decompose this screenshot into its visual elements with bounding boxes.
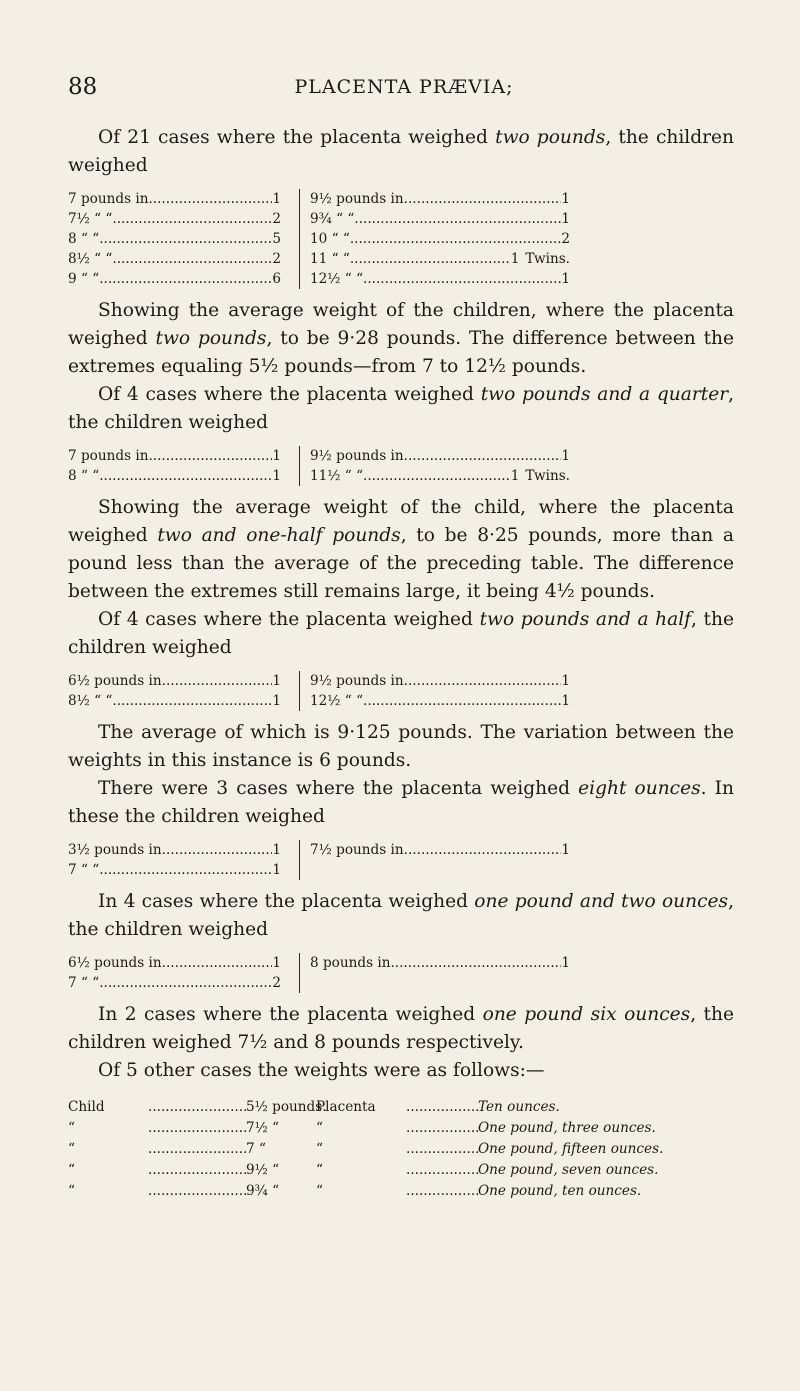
dot-leader — [148, 1097, 246, 1118]
page-body — [68, 124, 734, 1202]
dot-leader — [363, 269, 561, 289]
dot-leader — [162, 953, 273, 973]
dot-leader — [350, 229, 562, 249]
case-count: 1 — [510, 251, 520, 267]
table-row — [310, 189, 570, 209]
dot-leader — [112, 209, 272, 229]
dot-leader — [354, 209, 561, 229]
table-row — [68, 840, 281, 860]
dot-leader — [99, 229, 272, 249]
table-row — [310, 953, 570, 973]
case-count: 1 — [272, 448, 281, 464]
table-row — [68, 249, 281, 269]
case-count: 1 — [272, 673, 281, 689]
weight-label: 9½ pounds in — [310, 448, 404, 464]
table-column — [299, 189, 570, 289]
weight-label: 9½ pounds in — [310, 673, 404, 689]
weight-label: 7 “ “ — [68, 975, 100, 991]
case-count: 1 — [272, 842, 281, 858]
child-label: “ — [68, 1120, 75, 1136]
case-count: 1 — [561, 673, 570, 689]
paragraph: In 2 cases where the placenta weighed one pound six ounces, the children weighed 7½ and 8 pounds respectively. — [68, 1004, 734, 1053]
weight-label: 6½ pounds in — [68, 673, 162, 689]
dot-leader — [148, 189, 272, 209]
weight-label: 11½ “ “ — [310, 468, 364, 484]
table-column — [299, 953, 570, 993]
weights-table-2 — [68, 446, 734, 486]
table-column — [68, 840, 299, 880]
case-count: 2 — [272, 211, 281, 227]
child-weight: 7½ “ — [246, 1120, 280, 1136]
case-count: 1 — [561, 271, 570, 287]
dot-leader — [162, 840, 273, 860]
child-label: “ — [68, 1183, 75, 1199]
table-column — [68, 446, 299, 486]
weight-label: 7 pounds in — [68, 448, 149, 464]
child-label: “ — [68, 1162, 75, 1178]
table-row — [310, 691, 570, 711]
table-row — [68, 1139, 734, 1160]
table-row — [68, 860, 281, 880]
case-count: 1 — [510, 468, 520, 484]
weight-label: 7½ pounds in — [310, 842, 404, 858]
child-label: Child — [68, 1099, 105, 1115]
twins-note: Twins. — [525, 468, 570, 484]
placenta-label: “ — [316, 1162, 323, 1178]
weight-label: 12½ “ “ — [310, 271, 364, 287]
dot-leader — [99, 973, 272, 993]
table-row — [68, 269, 281, 289]
dot-leader — [406, 1097, 478, 1118]
dot-leader — [363, 691, 561, 711]
paragraph: Of 5 other cases the weights were as follows:— — [98, 1060, 545, 1081]
weights-table-4 — [68, 840, 734, 880]
case-count: 2 — [561, 231, 570, 247]
table-row — [310, 671, 570, 691]
table-column — [68, 953, 299, 993]
weight-label: 10 “ “ — [310, 231, 350, 247]
case-count: 1 — [561, 693, 570, 709]
placenta-weight: One pound, seven ounces. — [478, 1162, 659, 1178]
running-title: PLACENTA PRÆVIA; — [294, 76, 514, 98]
page-number: 88 — [68, 74, 98, 100]
case-count: 1 — [272, 468, 281, 484]
table-row — [68, 1160, 734, 1181]
dot-leader — [406, 1139, 478, 1160]
paragraph: Showing the average weight of the children, where the placenta weighed two pounds, to be 9·28 pounds. The difference between the extremes equaling 5½ pounds—from 7 to 12½ pounds. — [68, 300, 735, 377]
other-cases-table — [68, 1097, 734, 1202]
placenta-weight: One pound, fifteen ounces. — [478, 1141, 664, 1157]
weight-label: 8 “ “ — [68, 231, 100, 247]
dot-leader — [99, 269, 272, 289]
table-row — [310, 840, 570, 860]
dot-leader — [363, 466, 511, 486]
paragraph: Of 4 cases where the placenta weighed two pounds and a quarter, the children weighed — [68, 384, 735, 433]
table-row — [310, 269, 570, 289]
child-weight: 9½ “ — [246, 1162, 280, 1178]
table-column — [299, 446, 570, 486]
table-row — [310, 229, 570, 249]
page-header — [68, 74, 740, 104]
dot-leader — [148, 1160, 246, 1181]
weight-label: 11 “ “ — [310, 251, 350, 267]
weight-label: 6½ pounds in — [68, 955, 162, 971]
weight-label: 12½ “ “ — [310, 693, 364, 709]
dot-leader — [406, 1118, 478, 1139]
child-label: “ — [68, 1141, 75, 1157]
dot-leader — [112, 691, 272, 711]
table-row — [310, 209, 570, 229]
paragraph: In 4 cases where the placenta weighed one pound and two ounces, the children weighed — [68, 891, 734, 940]
case-count: 1 — [561, 191, 570, 207]
dot-leader — [404, 671, 562, 691]
table-row — [310, 466, 570, 486]
case-count: 1 — [561, 448, 570, 464]
paragraph: There were 3 cases where the placenta weighed eight ounces. In these the children weighed — [68, 778, 734, 827]
dot-leader — [148, 446, 272, 466]
table-column — [299, 671, 570, 711]
weight-label: 7 pounds in — [68, 191, 149, 207]
weight-label: 7 “ “ — [68, 862, 100, 878]
dot-leader — [112, 249, 272, 269]
dot-leader — [404, 189, 562, 209]
weights-table-3 — [68, 671, 734, 711]
table-row — [310, 446, 570, 466]
paragraph: The average of which is 9·125 pounds. The variation between the weights in this instance is 6 pounds. — [68, 722, 734, 771]
table-row — [68, 973, 281, 993]
weight-label: 8½ “ “ — [68, 251, 113, 267]
weight-label: 9 “ “ — [68, 271, 100, 287]
table-row — [68, 1181, 734, 1202]
dot-leader — [404, 840, 562, 860]
case-count: 2 — [272, 251, 281, 267]
dot-leader — [406, 1181, 478, 1202]
dot-leader — [390, 953, 561, 973]
placenta-label: “ — [316, 1183, 323, 1199]
weight-label: 8 pounds in — [310, 955, 391, 971]
table-row — [68, 209, 281, 229]
placenta-weight: Ten ounces. — [478, 1099, 560, 1115]
twins-note: Twins. — [525, 251, 570, 267]
case-count: 1 — [561, 211, 570, 227]
case-count: 1 — [272, 191, 281, 207]
table-row — [68, 691, 281, 711]
case-count: 5 — [272, 231, 281, 247]
table-row — [68, 1097, 734, 1118]
table-row — [68, 229, 281, 249]
dot-leader — [99, 466, 272, 486]
dot-leader — [404, 446, 562, 466]
case-count: 1 — [272, 862, 281, 878]
case-count: 1 — [272, 955, 281, 971]
dot-leader — [148, 1118, 246, 1139]
table-row — [68, 1118, 734, 1139]
table-column — [68, 189, 299, 289]
dot-leader — [99, 860, 272, 880]
placenta-label: “ — [316, 1120, 323, 1136]
weight-label: 8 “ “ — [68, 468, 100, 484]
case-count: 1 — [561, 955, 570, 971]
weights-table-1 — [68, 189, 734, 289]
weight-label: 3½ pounds in — [68, 842, 162, 858]
dot-leader — [148, 1139, 246, 1160]
paragraph: Of 21 cases where the placenta weighed two pounds, the children weighed — [68, 127, 734, 176]
table-row — [68, 671, 281, 691]
weight-label: 9¾ “ “ — [310, 211, 355, 227]
table-row — [68, 466, 281, 486]
weight-label: 7½ “ “ — [68, 211, 113, 227]
child-weight: 5½ pounds. — [246, 1099, 327, 1115]
weight-label: 9½ pounds in — [310, 191, 404, 207]
dot-leader — [162, 671, 273, 691]
placenta-weight: One pound, ten ounces. — [478, 1183, 642, 1199]
table-column — [299, 840, 570, 880]
dot-leader — [406, 1160, 478, 1181]
case-count: 2 — [272, 975, 281, 991]
child-weight: 9¾ “ — [246, 1183, 280, 1199]
weight-label: 8½ “ “ — [68, 693, 113, 709]
table-row — [310, 249, 570, 269]
paragraph: Of 4 cases where the placenta weighed two pounds and a half, the children weighed — [68, 609, 735, 658]
case-count: 1 — [272, 693, 281, 709]
placenta-weight: One pound, three ounces. — [478, 1120, 656, 1136]
case-count: 6 — [272, 271, 281, 287]
placenta-label: “ — [316, 1141, 323, 1157]
dot-leader — [148, 1181, 246, 1202]
placenta-label: Placenta — [316, 1099, 376, 1115]
table-row — [68, 189, 281, 209]
dot-leader — [350, 249, 511, 269]
table-row — [68, 953, 281, 973]
child-weight: 7 “ — [246, 1141, 266, 1157]
weights-table-5 — [68, 953, 734, 993]
case-count: 1 — [561, 842, 570, 858]
table-column — [68, 671, 299, 711]
table-row — [68, 446, 281, 466]
paragraph: Showing the average weight of the child, where the placenta weighed two and one-half pounds, to be 8·25 pounds, more than a pound less than the average of the preceding table. The difference between the extremes still remains large, it being 4½ pounds. — [68, 497, 734, 602]
